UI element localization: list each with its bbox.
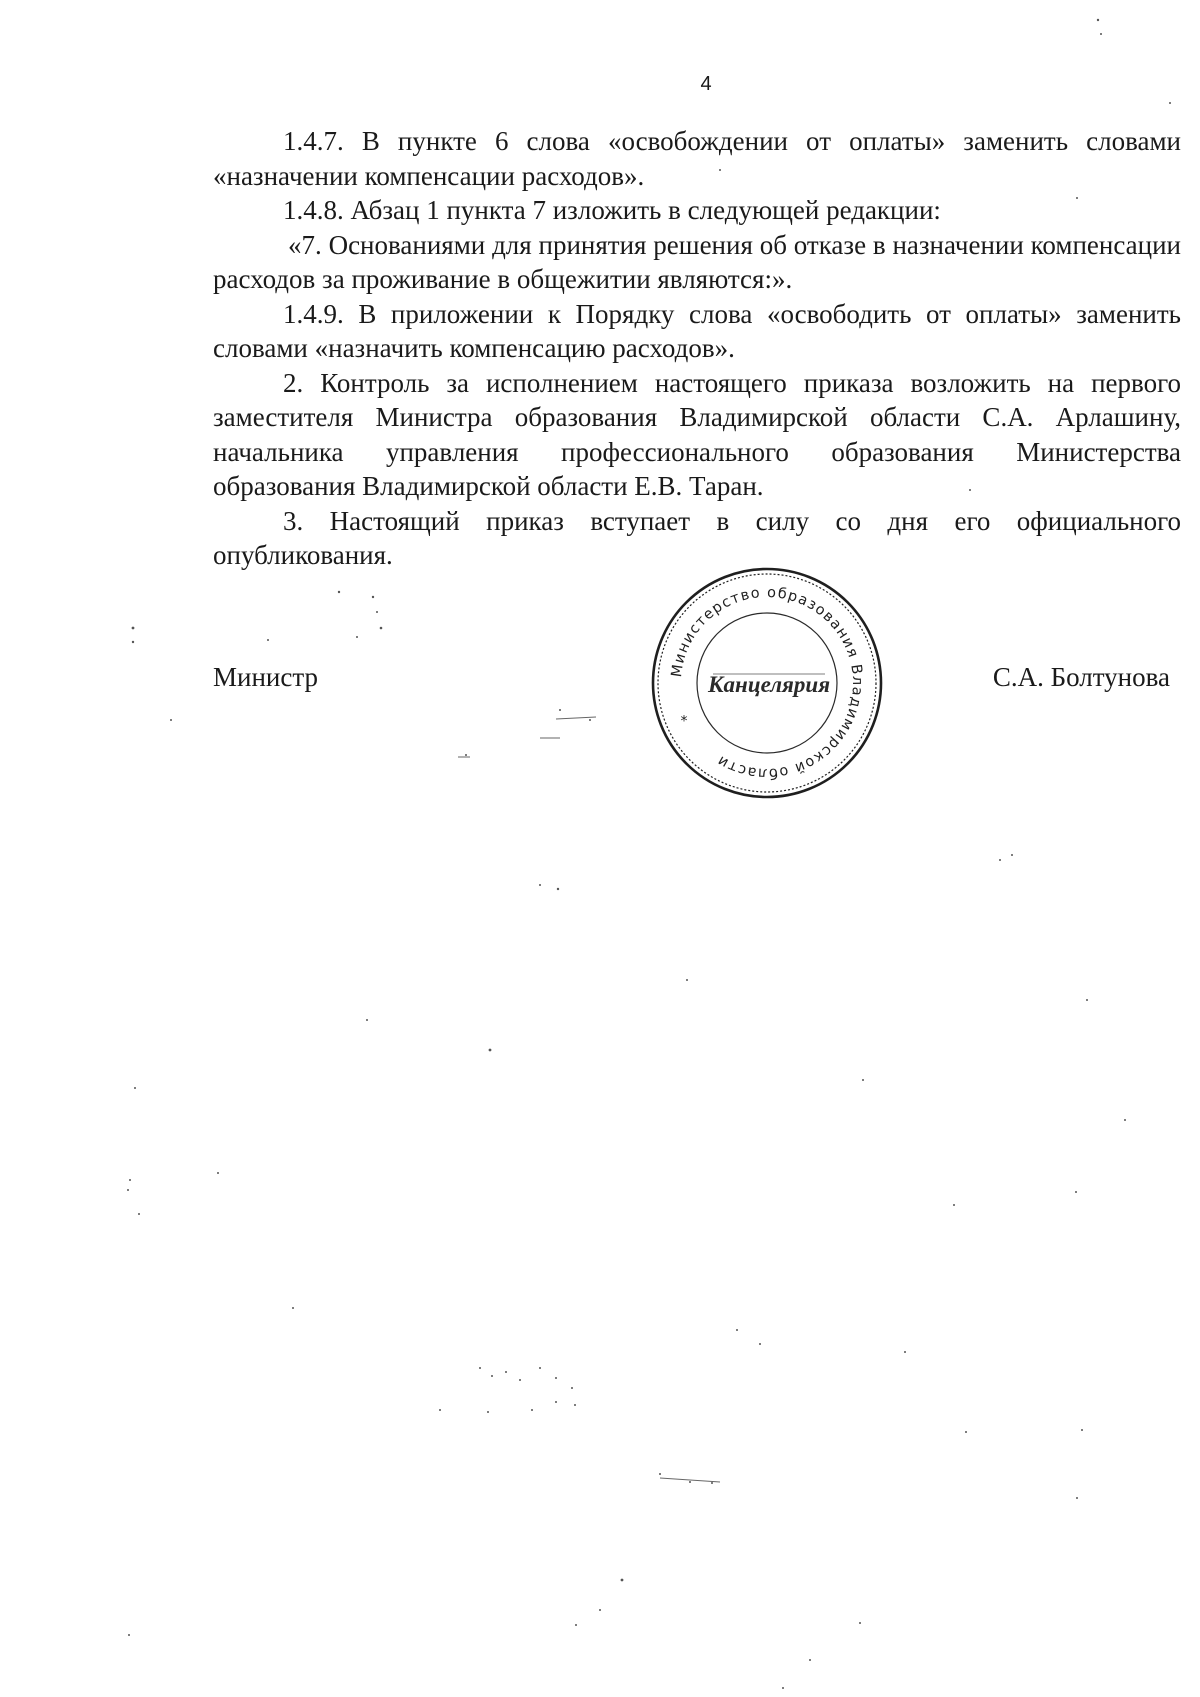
paragraph-3-effective: 3. Настоящий приказ вступает в силу со дня его официального опубликования. (213, 505, 1181, 570)
seal-star: * (680, 707, 688, 723)
paragraph-1-4-9: 1.4.9. В приложении к Порядку слова «освободить от оплаты» заменить словами «назначить компенсацию расходов». (213, 298, 1181, 363)
official-seal (650, 566, 884, 800)
signature-title: Министр (213, 662, 318, 692)
signatory-name: С.А. Болтунова (992, 662, 1170, 692)
paragraph-1-4-7: 1.4.7. В пункте 6 слова «освобождении от оплаты» заменить словами «назначении компенсации расходов». (213, 126, 1181, 191)
paragraph-1-4-8: 1.4.8. Абзац 1 пункта 7 изложить в следующей редакции: (283, 195, 941, 225)
paragraph-2-control: 2. Контроль за исполнением настоящего приказа возложить на первого заместителя Министра образования Владимирской области С.А. Арлашину, начальника управления профессионального образования Министерства образования Владимирской области Е.В. Таран. (213, 367, 1181, 501)
seal-center-text: Канцелярия (707, 672, 831, 697)
order-text (213, 124, 1181, 573)
page-number: 4 (700, 73, 712, 95)
seal-ring-text: Министерство образования Владимирской области (669, 584, 866, 782)
paragraph-quote-7: «7. Основаниями для принятия решения об отказе в назначении компенсации расходов за проживание в общежитии являются:». (213, 229, 1181, 294)
